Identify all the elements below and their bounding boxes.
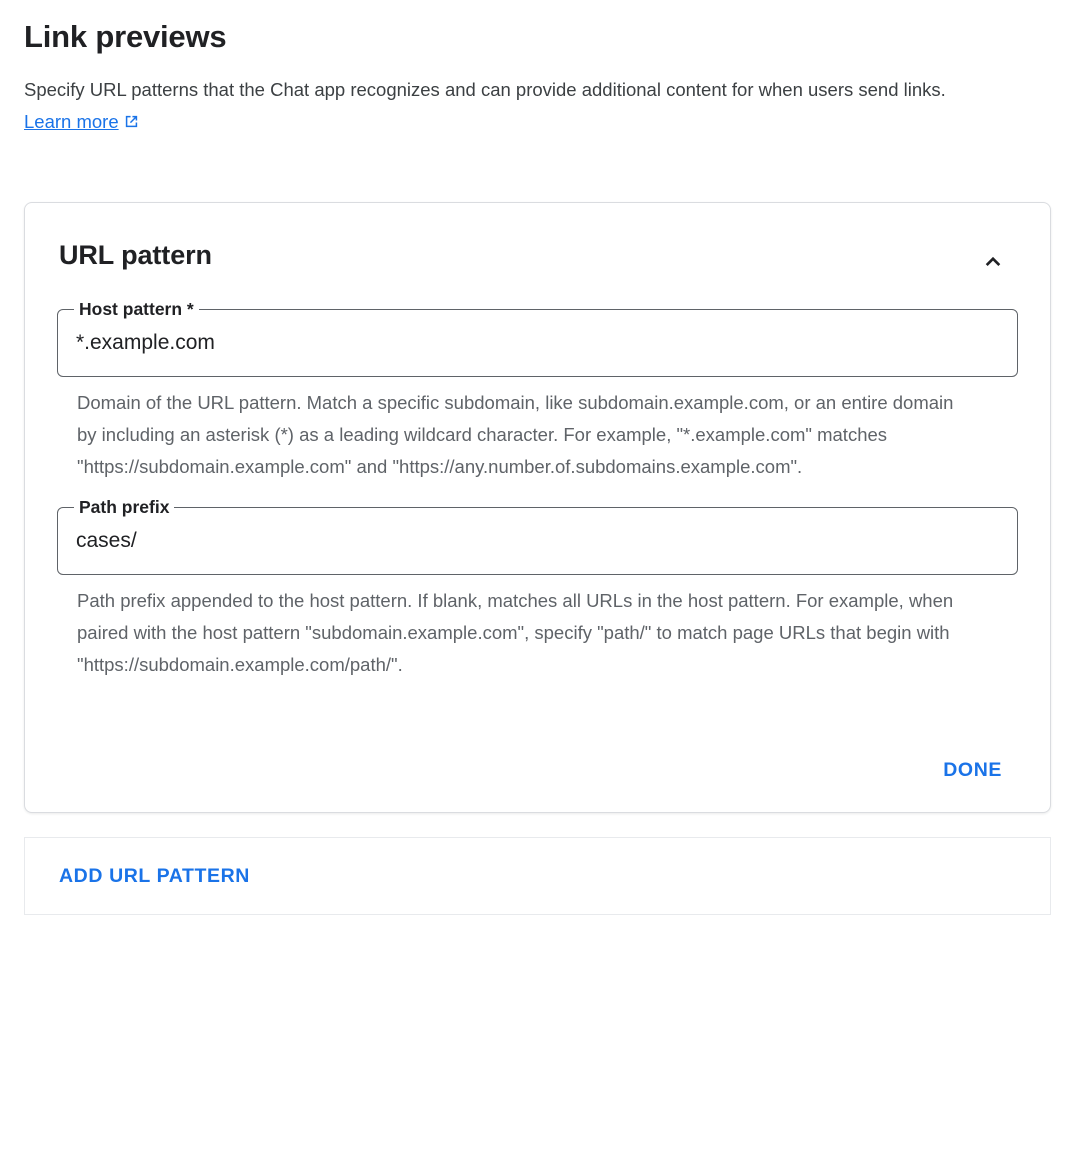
page-title: Link previews bbox=[24, 19, 227, 54]
host-pattern-label: Host pattern * bbox=[74, 298, 199, 320]
host-pattern-input[interactable] bbox=[76, 329, 999, 357]
host-pattern-help-text: Domain of the URL pattern. Match a specific subdomain, like subdomain.example.com, or an entire domain by including an asterisk (*) as a leading wildcard character. For example, "*.example.com" matches "https://subdomain.example.com" and "https://any.number.of.subdomains.example.com". bbox=[77, 392, 954, 477]
url-pattern-card bbox=[24, 202, 1051, 813]
path-prefix-help-text: Path prefix appended to the host pattern. If blank, matches all URLs in the host pattern. For example, when paired with the host pattern "subdomain.example.com", specify "path/" to match page URLs that begin with "https://subdomain.example.com/path/". bbox=[77, 590, 954, 675]
path-prefix-label: Path prefix bbox=[74, 496, 174, 518]
path-prefix-field-wrap bbox=[57, 497, 1018, 681]
page-description-text: Specify URL patterns that the Chat app recognizes and can provide additional content for when users send links. bbox=[24, 79, 946, 100]
host-pattern-field[interactable] bbox=[57, 299, 1018, 377]
done-button[interactable]: DONE bbox=[931, 749, 1014, 792]
collapse-toggle-button[interactable] bbox=[968, 235, 1018, 285]
path-prefix-input[interactable] bbox=[76, 527, 999, 555]
learn-more-link[interactable]: Learn more bbox=[24, 111, 119, 132]
card-actions bbox=[57, 749, 1018, 792]
page-description bbox=[24, 74, 1036, 140]
add-url-pattern-bar[interactable] bbox=[24, 837, 1051, 915]
url-pattern-card-header bbox=[57, 227, 1018, 285]
add-url-pattern-button[interactable]: ADD URL PATTERN bbox=[55, 855, 254, 898]
path-prefix-field[interactable] bbox=[57, 497, 1018, 575]
chevron-up-icon bbox=[978, 263, 1008, 278]
host-pattern-field-wrap bbox=[57, 299, 1018, 483]
external-link-icon bbox=[123, 108, 140, 140]
card-title: URL pattern bbox=[59, 240, 212, 270]
